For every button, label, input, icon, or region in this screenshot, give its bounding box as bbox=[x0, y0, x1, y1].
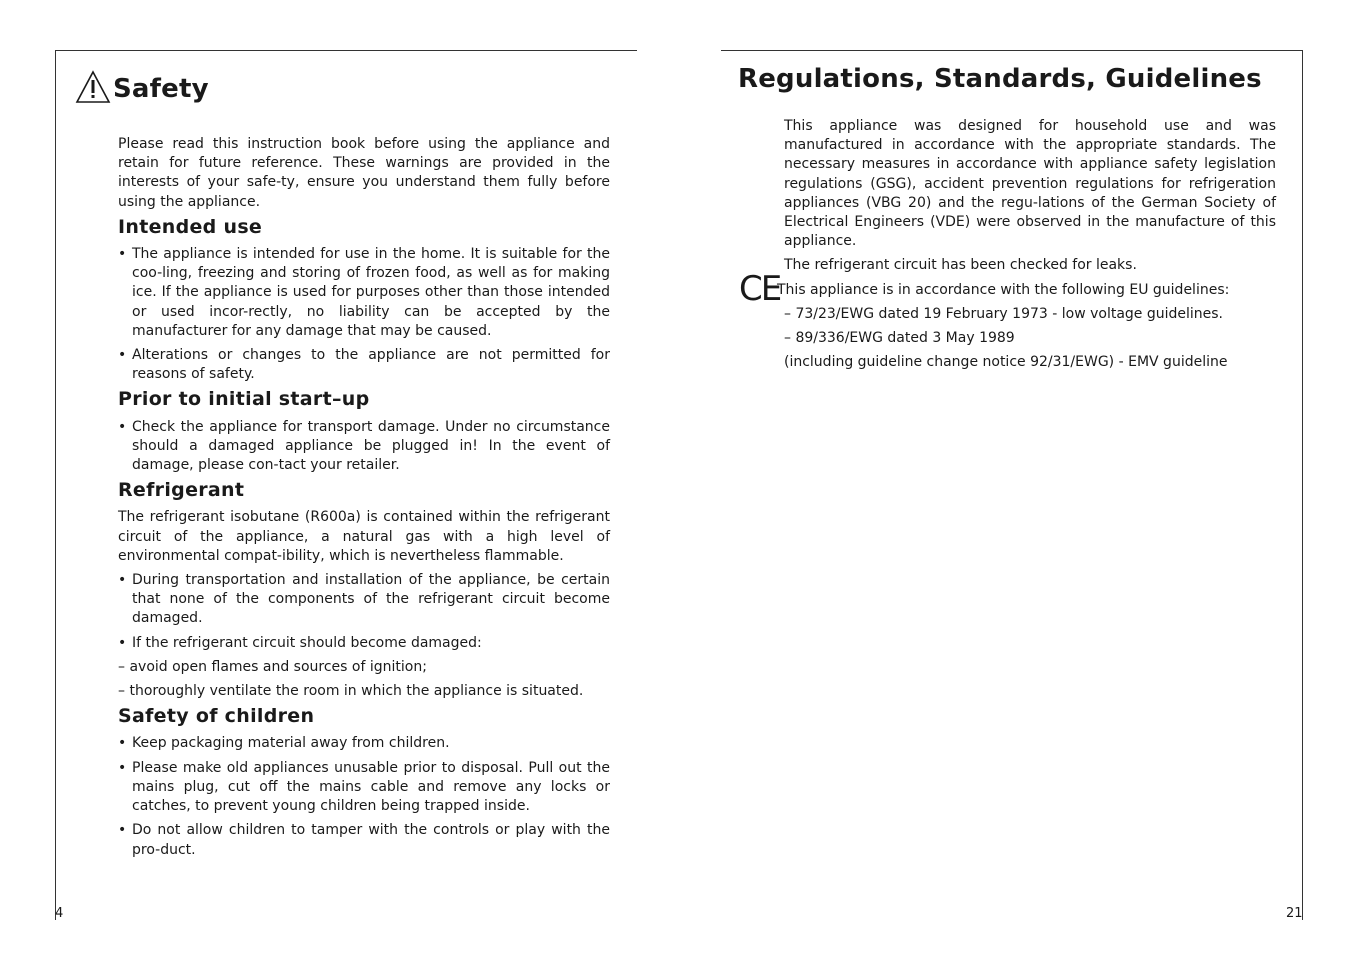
left-page bbox=[55, 50, 637, 920]
list-item: • If the refrigerant circuit should become damaged: bbox=[118, 634, 610, 653]
refrigerant-list bbox=[118, 571, 610, 653]
heading-safety-children: Safety of children bbox=[118, 705, 315, 728]
list-item: • Check the appliance for transport damage. Under no circumstance should a damaged appliance be plugged in! In the event of damage, please con-tact your retailer. bbox=[118, 418, 610, 476]
eu-intro: This appliance is in accordance with the following EU guidelines: bbox=[777, 281, 1230, 298]
right-column bbox=[777, 117, 1276, 377]
list-item: • Keep packaging material away from children. bbox=[118, 734, 610, 753]
eu-item: – 73/23/EWG dated 19 February 1973 - low voltage guidelines. bbox=[784, 305, 1224, 322]
children-list bbox=[118, 734, 610, 859]
left-column bbox=[118, 135, 610, 865]
page-number-right: 21 bbox=[1286, 906, 1303, 921]
dash-item: – avoid open flames and sources of ignition; bbox=[118, 658, 427, 675]
intended-use-list bbox=[118, 245, 610, 384]
ce-mark-logo: CE bbox=[739, 269, 781, 309]
list-item: • Please make old appliances unusable prior to disposal. Pull out the mains plug, cut off the mains cable and remove any locks or catches, to prevent young children being trapped inside. bbox=[118, 759, 610, 817]
eu-item: (including guideline change notice 92/31/EWG) - EMV guideline bbox=[784, 354, 1228, 371]
right-page bbox=[721, 50, 1303, 920]
list-item: • Alterations or changes to the appliance are not permitted for reasons of safety. bbox=[118, 346, 610, 384]
list-item: • During transportation and installation of the appliance, be certain that none of the components of the refrigerant circuit become damaged. bbox=[118, 571, 610, 629]
heading-refrigerant: Refrigerant bbox=[118, 479, 245, 502]
safety-title bbox=[75, 70, 209, 104]
intro-paragraph: Please read this instruction book before using the appliance and retain for future reference. These warnings are provided in the interests of your safe-ty, ensure you understand them fully before using the appliance. bbox=[118, 136, 610, 210]
safety-title-text: Safety bbox=[113, 74, 209, 104]
page-number-left: 4 bbox=[55, 906, 64, 921]
eu-item: – 89/336/EWG dated 3 May 1989 bbox=[784, 330, 1015, 347]
heading-intended-use: Intended use bbox=[118, 215, 263, 238]
prior-startup-list bbox=[118, 418, 610, 476]
refrigerant-paragraph: The refrigerant isobutane (R600a) is contained within the refrigerant circuit of the appliance, a natural gas with a high level of environmental compat-ibility, which is nevertheless flammable. bbox=[118, 509, 610, 564]
regulations-title: Regulations, Standards, Guidelines bbox=[738, 64, 1262, 94]
list-item: • Do not allow children to tamper with the controls or play with the pro-duct. bbox=[118, 821, 610, 859]
dash-item: – thoroughly ventilate the room in which the appliance is situated. bbox=[118, 683, 584, 700]
warning-triangle-icon bbox=[75, 70, 111, 104]
list-item: • The appliance is intended for use in the home. It is suitable for the coo-ling, freezing and storing of frozen food, as well as for making ice. If the appliance is used for purposes other than those intended or used incor-rectly, no liability can be accepted by the manufacturer for any damage that may be caused. bbox=[118, 245, 610, 341]
leak-check-paragraph: The refrigerant circuit has been checked for leaks. bbox=[784, 257, 1137, 274]
regulations-paragraph: This appliance was designed for household use and was manufactured in accordance with the appropriate standards. The necessary measures in accordance with appliance safety legislation regulations (GSG), accident prevention regulations for refrigeration appliances (VBG 20) and the regu-lations of the German Society of Electrical Engineers (VDE) were observed in the manufacture of this appliance. bbox=[784, 118, 1276, 250]
heading-prior-startup: Prior to initial start–up bbox=[118, 388, 370, 411]
